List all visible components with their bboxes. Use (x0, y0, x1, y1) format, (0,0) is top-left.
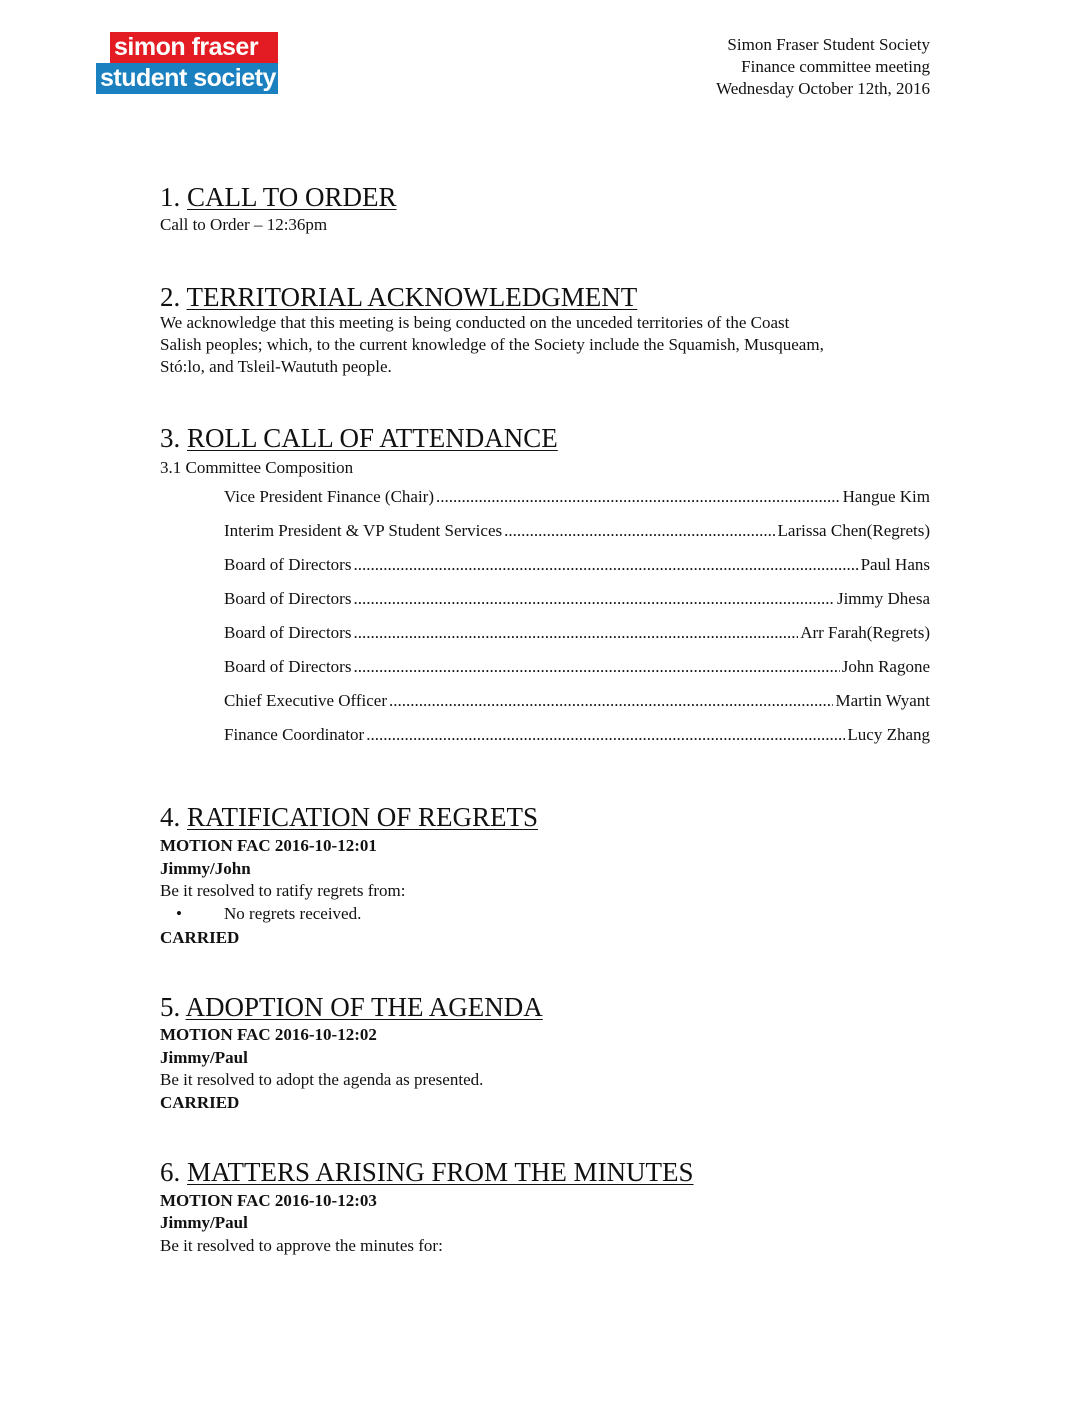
roster-row (224, 690, 930, 724)
section-1-heading (160, 182, 397, 212)
motion-result: CARRIED (160, 1093, 240, 1112)
ack-line-3: Stó:lo, and Tsleil-Waututh people. (160, 357, 392, 376)
roster-role: Board of Directors (224, 555, 352, 574)
motion-number: MOTION FAC 2016-10-12:01 (160, 836, 377, 855)
section-5-title: ADOPTION OF THE AGENDA (185, 992, 543, 1022)
roster-role: Board of Directors (224, 657, 352, 676)
dot-leader (436, 486, 841, 508)
bullet-icon: • (176, 904, 182, 923)
roster-person: Paul Hans (860, 555, 930, 574)
dot-leader (353, 588, 835, 610)
roster-role: Board of Directors (224, 589, 352, 608)
dot-leader (389, 690, 833, 712)
dot-leader (366, 724, 845, 746)
section-1-number: 1. (160, 182, 181, 212)
section-2-heading (160, 282, 637, 312)
territorial-acknowledgment-text (160, 312, 930, 378)
dot-leader (504, 520, 775, 542)
section-5-heading (160, 992, 543, 1022)
motion-movers: Jimmy/Paul (160, 1048, 248, 1067)
roster-row (224, 588, 930, 622)
motion-text: Be it resolved to ratify regrets from: (160, 881, 406, 900)
document-header (716, 34, 930, 100)
ack-line-2: Salish peoples; which, to the current knowledge of the Society include the Squamish, Musqueam, (160, 335, 824, 354)
roster-person: Hangue Kim (842, 487, 930, 506)
header-date: Wednesday October 12th, 2016 (716, 79, 930, 98)
roster-person: Martin Wyant (835, 691, 930, 710)
motion-text: Be it resolved to approve the minutes for: (160, 1236, 443, 1255)
header-organization: Simon Fraser Student Society (727, 35, 930, 54)
header-meeting-name: Finance committee meeting (741, 57, 930, 76)
roster-person: John Ragone (841, 657, 930, 676)
section-4-heading (160, 802, 538, 832)
dot-leader (353, 622, 798, 644)
section-6-title: MATTERS ARISING FROM THE MINUTES (187, 1157, 694, 1187)
roster-person: Larissa Chen(Regrets) (777, 521, 930, 540)
roster-row (224, 724, 930, 758)
bullet-text: No regrets received. (224, 904, 362, 923)
motion-movers: Jimmy/John (160, 859, 251, 878)
motion-result: CARRIED (160, 928, 240, 947)
roster-role: Chief Executive Officer (224, 691, 388, 710)
motion-text: Be it resolved to adopt the agenda as presented. (160, 1070, 484, 1089)
roster-person: Jimmy Dhesa (836, 589, 930, 608)
roster-row (224, 486, 930, 520)
roster-role: Interim President & VP Student Services (224, 521, 503, 540)
roster-row (224, 656, 930, 690)
motion-number: MOTION FAC 2016-10-12:02 (160, 1025, 377, 1044)
committee-roster (224, 486, 930, 758)
logo-line-1: simon fraser (110, 32, 278, 63)
list-item (176, 903, 361, 925)
section-2-title: TERRITORIAL ACKNOWLEDGMENT (186, 282, 638, 312)
roster-person: Lucy Zhang (847, 725, 930, 744)
section-6-number: 6. (160, 1157, 181, 1187)
sfss-logo (96, 32, 278, 96)
section-1-title: CALL TO ORDER (187, 182, 397, 212)
section-3-number: 3. (160, 423, 181, 453)
ack-line-1: We acknowledge that this meeting is being conducted on the unceded territories of the Coast (160, 313, 790, 332)
roster-role: Finance Coordinator (224, 725, 365, 744)
dot-leader (353, 656, 839, 678)
call-to-order-text: Call to Order – 12:36pm (160, 215, 328, 234)
motion-number: MOTION FAC 2016-10-12:03 (160, 1191, 377, 1210)
section-6-heading (160, 1157, 694, 1187)
logo-line-2: student society (96, 63, 278, 94)
committee-composition-subheading: 3.1 Committee Composition (160, 458, 354, 477)
dot-leader (353, 554, 858, 576)
section-4-number: 4. (160, 802, 181, 832)
roster-row (224, 554, 930, 588)
section-3-title: ROLL CALL OF ATTENDANCE (187, 423, 558, 453)
motion-movers: Jimmy/Paul (160, 1213, 248, 1232)
section-5-number: 5. (160, 992, 181, 1022)
roster-role: Vice President Finance (Chair) (224, 487, 434, 506)
roster-person: Arr Farah(Regrets) (800, 623, 930, 642)
section-2-number: 2. (160, 282, 181, 312)
roster-row (224, 622, 930, 656)
section-3-heading (160, 423, 558, 453)
roster-role: Board of Directors (224, 623, 352, 642)
section-4-title: RATIFICATION OF REGRETS (187, 802, 539, 832)
roster-row (224, 520, 930, 554)
